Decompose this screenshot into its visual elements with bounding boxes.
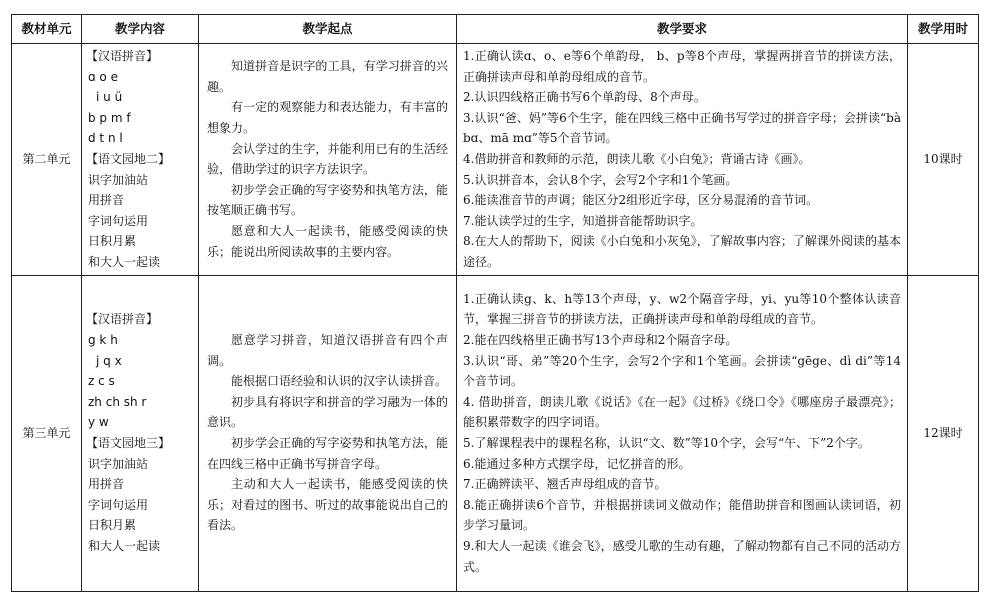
start-paragraph: 有一定的观察能力和表达能力，有丰富的想象力。 [207,100,448,136]
content-line: ɑ o e [88,69,118,84]
header-requirements: 教学要求 [457,15,908,44]
content-line: 用拼音 [88,477,125,492]
content-line: 和大人一起读 [88,254,161,269]
content-line: d t n l [88,131,123,146]
requirement-item: 8.在大人的帮助下，阅读《小白兔和小灰兔》，了解故事内容；了解课外阅读的基本途径。 [463,234,901,269]
requirement-item: 4.借助拼音和教师的示范，朗读儿歌《小白兔》；背诵古诗《画》。 [463,151,811,166]
start-paragraph: 主动和大人一起读书，能感受阅读的快乐；对看过的图书、听过的故事能说出自己的看法。 [207,477,448,533]
content-line: 字词句运用 [88,497,149,512]
content-line: y w [88,415,109,430]
requirement-item: 8.能正确拼读6个音节，并根据拼读词义做动作；能借助拼音和图画认读词语，初步学习量词。 [463,497,901,533]
header-time: 教学用时 [908,15,979,44]
header-unit: 教材单元 [12,15,82,44]
requirement-item: 5.了解课程表中的课程名称，认识“文、数”等10个字，会写“午、下”2个字。 [463,436,870,451]
content-line: zh ch sh r [88,394,147,409]
content-line: i u ü [96,90,123,105]
content-line: 和大人一起读 [88,539,161,553]
header-content: 教学内容 [82,15,199,44]
requirement-item: 7.正确辨读平、翘舌声母组成的音节。 [463,477,667,492]
start-cell [199,275,457,591]
requirement-item: 7.能认读学过的生字，知道拼音能帮助识字。 [463,213,703,228]
requirements-cell [457,44,908,276]
content-line: 日积月累 [88,234,137,249]
start-paragraph: 初步学会正确的写字姿势和执笔方法，能在四线三格中正确书写拼音字母。 [207,436,448,471]
start-paragraph: 愿意学习拼音，知道汉语拼音有四个声调。 [207,333,448,368]
content-line: g k h [88,333,118,348]
requirement-item: 2.认识四线格正确书写6个单韵母、8个声母。 [463,90,706,105]
content-line: 字词句运用 [88,213,149,228]
time-cell: 10课时 [908,44,979,276]
requirement-item: 9.和大人一起读《谁会飞》，感受儿歌的生动有趣，了解动物都有自己不同的活动方式。 [463,539,901,574]
content-line: 【语文园地二】 [86,151,171,166]
start-paragraph: 初步具有将识字和拼音的学习融为一体的意识。 [207,394,448,430]
table-row-unit-2 [12,44,979,276]
content-line: 【语文园地三】 [86,436,171,451]
table-row-unit-3 [12,275,979,591]
start-paragraph: 能根据口语经验和认识的汉字认读拼音。 [231,374,448,389]
content-cell [82,44,199,276]
start-paragraph: 会认学过的生字，并能利用已有的生活经验，借助学过的识字方法识字。 [207,141,448,177]
content-line: j q x [96,353,122,368]
requirement-item: 1.正确认读ɑ、o、e等6个单韵母， b、p等8个声母，掌握两拼音节的拼读方法，正确拼读声母和单韵母组成的音节。 [463,49,901,84]
start-paragraph: 初步学会正确的写字姿势和执笔方法，能按笔顺正确书写。 [207,182,448,218]
curriculum-table [11,14,979,592]
content-line: 日积月累 [88,518,137,533]
content-line: 识字加油站 [88,456,149,471]
requirements-cell [457,275,908,591]
requirement-item: 6.能读准音节的声调；能区分2组形近字母，区分易混淆的音节词。 [463,193,819,208]
content-line: 【汉语拼音】 [86,312,159,327]
content-cell [82,275,199,591]
requirement-item: 1.正确认读g、k、h等13个声母，y、w2个隔音字母，yi、yu等10个整体认读音节，掌握三拼音节的拼读方法，正确拼读声母和单韵母组成的音节。 [463,291,901,327]
content-line: z c s [88,374,115,389]
requirement-item: 3.认识“哥、弟”等20个生字，会写2个字和1个笔画。会拼读“gēge、dì di”等14个音节词。 [463,353,901,389]
content-line: 用拼音 [88,193,125,208]
unit-cell: 第二单元 [12,44,82,276]
requirement-item: 2.能在四线格里正确书写13个声母和2个隔音字母。 [463,333,738,348]
start-cell [199,44,457,276]
header-start: 教学起点 [199,15,457,44]
time-cell: 12课时 [908,275,979,591]
content-line: 【汉语拼音】 [86,49,159,63]
header-row [12,15,979,44]
content-line: b p m f [88,110,131,125]
start-paragraph: 知道拼音是识字的工具，有学习拼音的兴趣。 [207,59,448,94]
content-line: 识字加油站 [88,172,149,187]
unit-cell: 第三单元 [12,275,82,591]
requirement-item: 5.认识拼音本，会认8个字，会写2个字和1个笔画。 [463,172,738,187]
start-paragraph: 愿意和大人一起读书，能感受阅读的快乐；能说出所阅读故事的主要内容。 [207,224,448,259]
requirement-item: 4. 借助拼音，朗读儿歌《说话》《在一起》《过桥》《绕口令》《哪座房子最漂亮》；能积累带数字的四字词语。 [463,394,901,430]
requirement-item: 6.能通过多种方式摆字母，记忆拼音的形。 [463,456,691,471]
requirement-item: 3.认识“爸、妈”等6个生字，能在四线三格中正确书写学过的拼音字母；会拼读“bà bɑ、mā mɑ”等5个音节词。 [463,110,901,146]
